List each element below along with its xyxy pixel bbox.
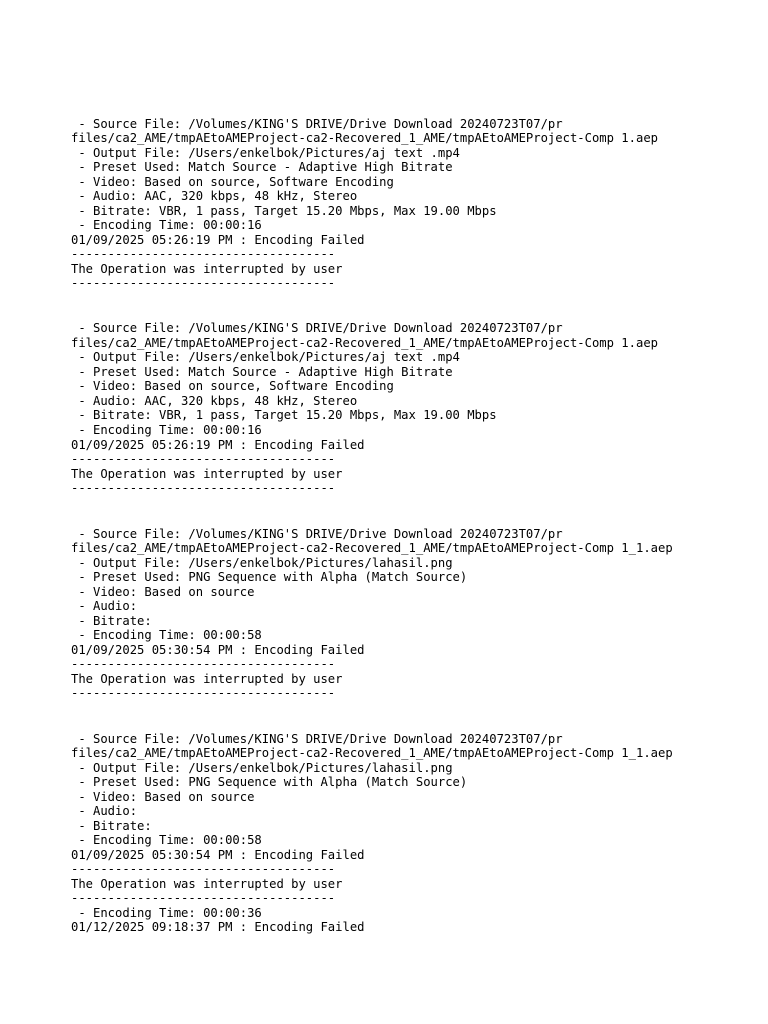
log-line: files/ca2_AME/tmpAEtoAMEProject-ca2-Recovered_1_AME/tmpAEtoAMEProject-Comp 1_1.aep — [71, 746, 673, 760]
log-line: files/ca2_AME/tmpAEtoAMEProject-ca2-Recovered_1_AME/tmpAEtoAMEProject-Comp 1.aep — [71, 336, 658, 350]
log-line: - Encoding Time: 00:00:16 — [71, 423, 262, 437]
log-line: ------------------------------------ — [71, 862, 336, 876]
log-line: ------------------------------------ — [71, 481, 336, 495]
log-line: - Output File: /Users/enkelbok/Pictures/aj text .mp4 — [71, 146, 460, 160]
log-line: - Preset Used: PNG Sequence with Alpha (Match Source) — [71, 570, 468, 584]
log-line: - Bitrate: — [71, 614, 152, 628]
log-line: files/ca2_AME/tmpAEtoAMEProject-ca2-Recovered_1_AME/tmpAEtoAMEProject-Comp 1.aep — [71, 131, 658, 145]
log-line: - Source File: /Volumes/KING'S DRIVE/Drive Download 20240723T07/pr — [71, 321, 563, 335]
log-line: 01/09/2025 05:26:19 PM : Encoding Failed — [71, 438, 365, 452]
log-line: - Preset Used: Match Source - Adaptive High Bitrate — [71, 365, 453, 379]
log-line: 01/09/2025 05:30:54 PM : Encoding Failed — [71, 643, 365, 657]
log-line: ------------------------------------ — [71, 657, 336, 671]
log-line: ------------------------------------ — [71, 891, 336, 905]
log-line: - Audio: AAC, 320 kbps, 48 kHz, Stereo — [71, 189, 358, 203]
log-line: ------------------------------------ — [71, 276, 336, 290]
log-line: - Bitrate: VBR, 1 pass, Target 15.20 Mbps, Max 19.00 Mbps — [71, 204, 497, 218]
log-line: - Preset Used: PNG Sequence with Alpha (Match Source) — [71, 775, 468, 789]
log-line: The Operation was interrupted by user — [71, 672, 343, 686]
log-line: ------------------------------------ — [71, 247, 336, 261]
log-line: - Encoding Time: 00:00:58 — [71, 628, 262, 642]
log-line: - Audio: — [71, 804, 138, 818]
log-line: files/ca2_AME/tmpAEtoAMEProject-ca2-Recovered_1_AME/tmpAEtoAMEProject-Comp 1_1.aep — [71, 541, 673, 555]
log-line: ------------------------------------ — [71, 686, 336, 700]
log-line: ------------------------------------ — [71, 452, 336, 466]
log-line: - Output File: /Users/enkelbok/Pictures/aj text .mp4 — [71, 350, 460, 364]
log-line: The Operation was interrupted by user — [71, 467, 343, 481]
log-line: - Bitrate: VBR, 1 pass, Target 15.20 Mbps, Max 19.00 Mbps — [71, 408, 497, 422]
log-line: - Source File: /Volumes/KING'S DRIVE/Drive Download 20240723T07/pr — [71, 527, 563, 541]
log-line: - Audio: AAC, 320 kbps, 48 kHz, Stereo — [71, 394, 358, 408]
log-line: - Output File: /Users/enkelbok/Pictures/lahasil.png — [71, 761, 453, 775]
log-line: - Bitrate: — [71, 819, 152, 833]
log-line: - Video: Based on source, Software Encoding — [71, 379, 394, 393]
log-line: - Encoding Time: 00:00:58 — [71, 833, 262, 847]
log-line: The Operation was interrupted by user — [71, 262, 343, 276]
log-line: - Video: Based on source — [71, 790, 255, 804]
log-line: 01/09/2025 05:26:19 PM : Encoding Failed — [71, 233, 365, 247]
log-line: - Video: Based on source, Software Encoding — [71, 175, 394, 189]
log-line: - Encoding Time: 00:00:16 — [71, 218, 262, 232]
log-line: - Audio: — [71, 599, 138, 613]
log-line: - Preset Used: Match Source - Adaptive High Bitrate — [71, 160, 453, 174]
log-line: - Source File: /Volumes/KING'S DRIVE/Drive Download 20240723T07/pr — [71, 732, 563, 746]
log-line: - Encoding Time: 00:00:36 — [71, 906, 262, 920]
log-line: - Video: Based on source — [71, 585, 255, 599]
log-line: - Output File: /Users/enkelbok/Pictures/lahasil.png — [71, 556, 453, 570]
log-line: - Source File: /Volumes/KING'S DRIVE/Drive Download 20240723T07/pr — [71, 117, 563, 131]
log-line: 01/12/2025 09:18:37 PM : Encoding Failed — [71, 920, 365, 934]
log-line: The Operation was interrupted by user — [71, 877, 343, 891]
log-line: 01/09/2025 05:30:54 PM : Encoding Failed — [71, 848, 365, 862]
